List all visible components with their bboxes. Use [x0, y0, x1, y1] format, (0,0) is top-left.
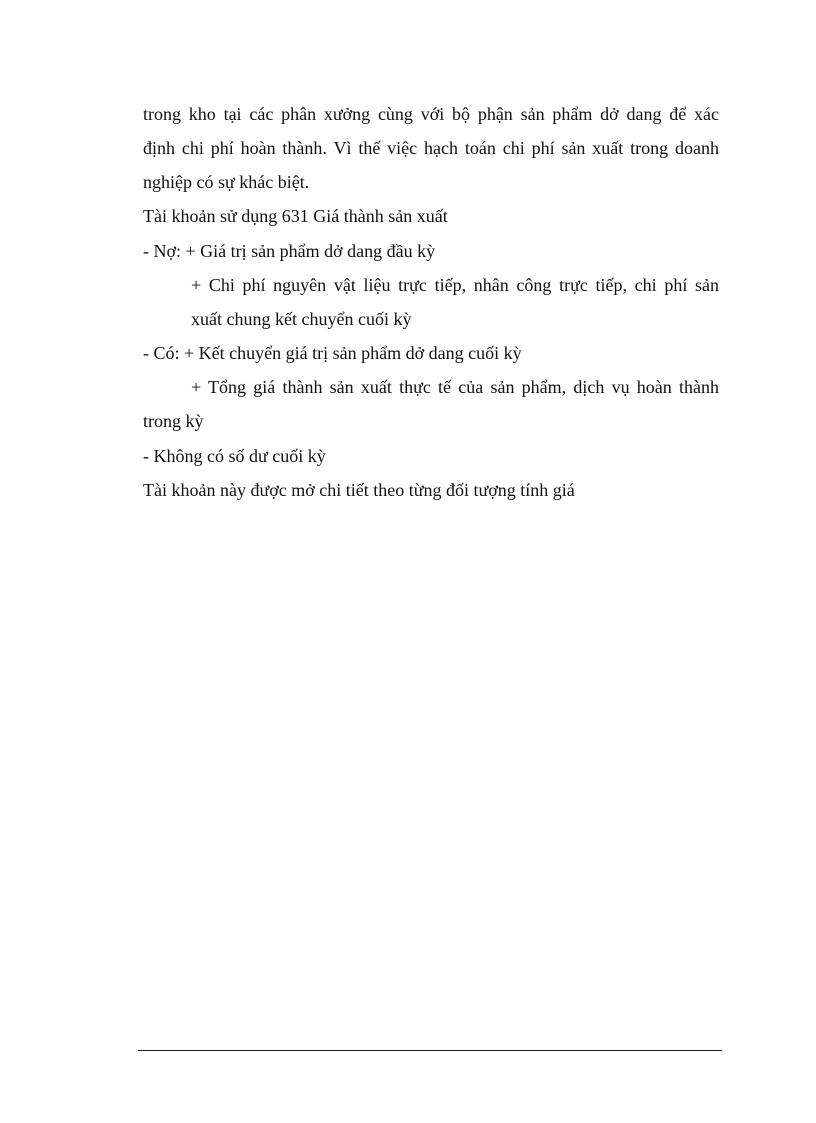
credit-item-line-1: + Tổng giá thành sản xuất thực tế của sản phẩm, dịch vụ hoàn thành — [191, 377, 719, 397]
debit-line: - Nợ: + Giá trị sản phẩm dở dang đầu kỳ — [143, 241, 436, 261]
balance-line: - Không có số dư cuối kỳ — [143, 446, 326, 466]
paragraph-line-1: trong kho tại các phân xưởng cùng với bộ phận sản phẩm dở dang để xác — [143, 104, 719, 124]
paragraph-line-3: nghiệp có sự khác biệt. — [143, 172, 310, 192]
footer-divider — [138, 1050, 722, 1051]
detail-line: Tài khoản này được mở chi tiết theo từng đối tượng tính giá — [143, 480, 575, 500]
credit-line: - Có: + Kết chuyển giá trị sản phẩm dở dang cuối kỳ — [143, 343, 522, 363]
account-heading: Tài khoản sử dụng 631 Giá thành sản xuất — [143, 206, 448, 226]
debit-item-line-2: xuất chung kết chuyển cuối kỳ — [191, 309, 412, 329]
credit-item-line-2: trong kỳ — [143, 411, 204, 431]
paragraph-line-2: định chi phí hoàn thành. Vì thế việc hạch toán chi phí sản xuất trong doanh — [143, 138, 719, 158]
debit-item-line-1: + Chi phí nguyên vật liệu trực tiếp, nhân công trực tiếp, chi phí sản — [191, 275, 719, 295]
